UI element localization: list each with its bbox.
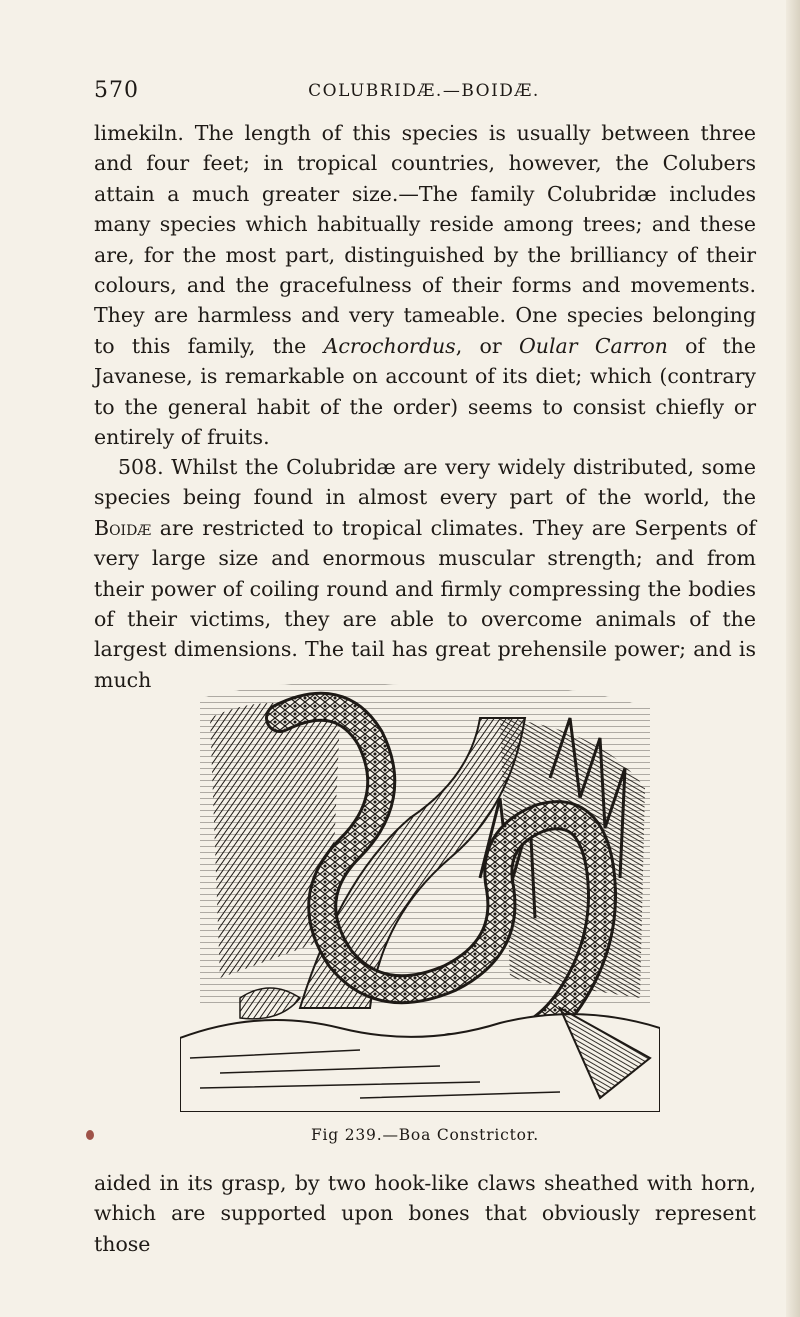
page-header — [94, 78, 754, 108]
boa-constrictor-engraving — [180, 678, 660, 1112]
boidae-term: Boidæ — [94, 515, 152, 540]
page-number: 570 — [94, 78, 139, 103]
page-edge-shadow — [786, 0, 800, 1317]
paragraph-1: limekiln. The length of this species is usually between three and four feet; in tropical countries, however, the Colubers attain a much greater size.—The family Colubridæ includes many species which habitually reside among trees; and these are, for the most part, distinguished by the brilliancy of their colours, and the gracefulness of their forms and movements. They are harmless and very tameable. One species belonging to this family, the Acrochordus, or Oular Carron of the Javanese, is remarkable on account of its diet; which (contrary to the general habit of the order) seems to consist chiefly or entirely of fruits. — [94, 121, 756, 450]
ink-mark — [86, 1130, 94, 1140]
figure-caption: Fig 239.—Boa Constrictor. — [310, 1126, 540, 1144]
oular-carron-term: Oular Carron — [518, 333, 668, 358]
paragraph-continuation: aided in its grasp, by two hook-like claws sheathed with horn, which are supported upon bones that obviously represent those — [94, 1171, 756, 1256]
acrochordus-term: Acrochordus — [323, 333, 456, 358]
running-head: COLUBRIDÆ.—BOIDÆ. — [308, 81, 540, 101]
paragraph-508: 508. Whilst the Colubridæ are very widely distributed, some species being found in almost every part of the world, the Boidæ are restricted to tropical climates. They are Serpents of very large size and enormous muscular strength; and from their power of coiling round and firmly compressing the bodies of their victims, they are able to overcome animals of the largest dimensions. The tail has great prehensile power; and is much — [94, 455, 756, 692]
